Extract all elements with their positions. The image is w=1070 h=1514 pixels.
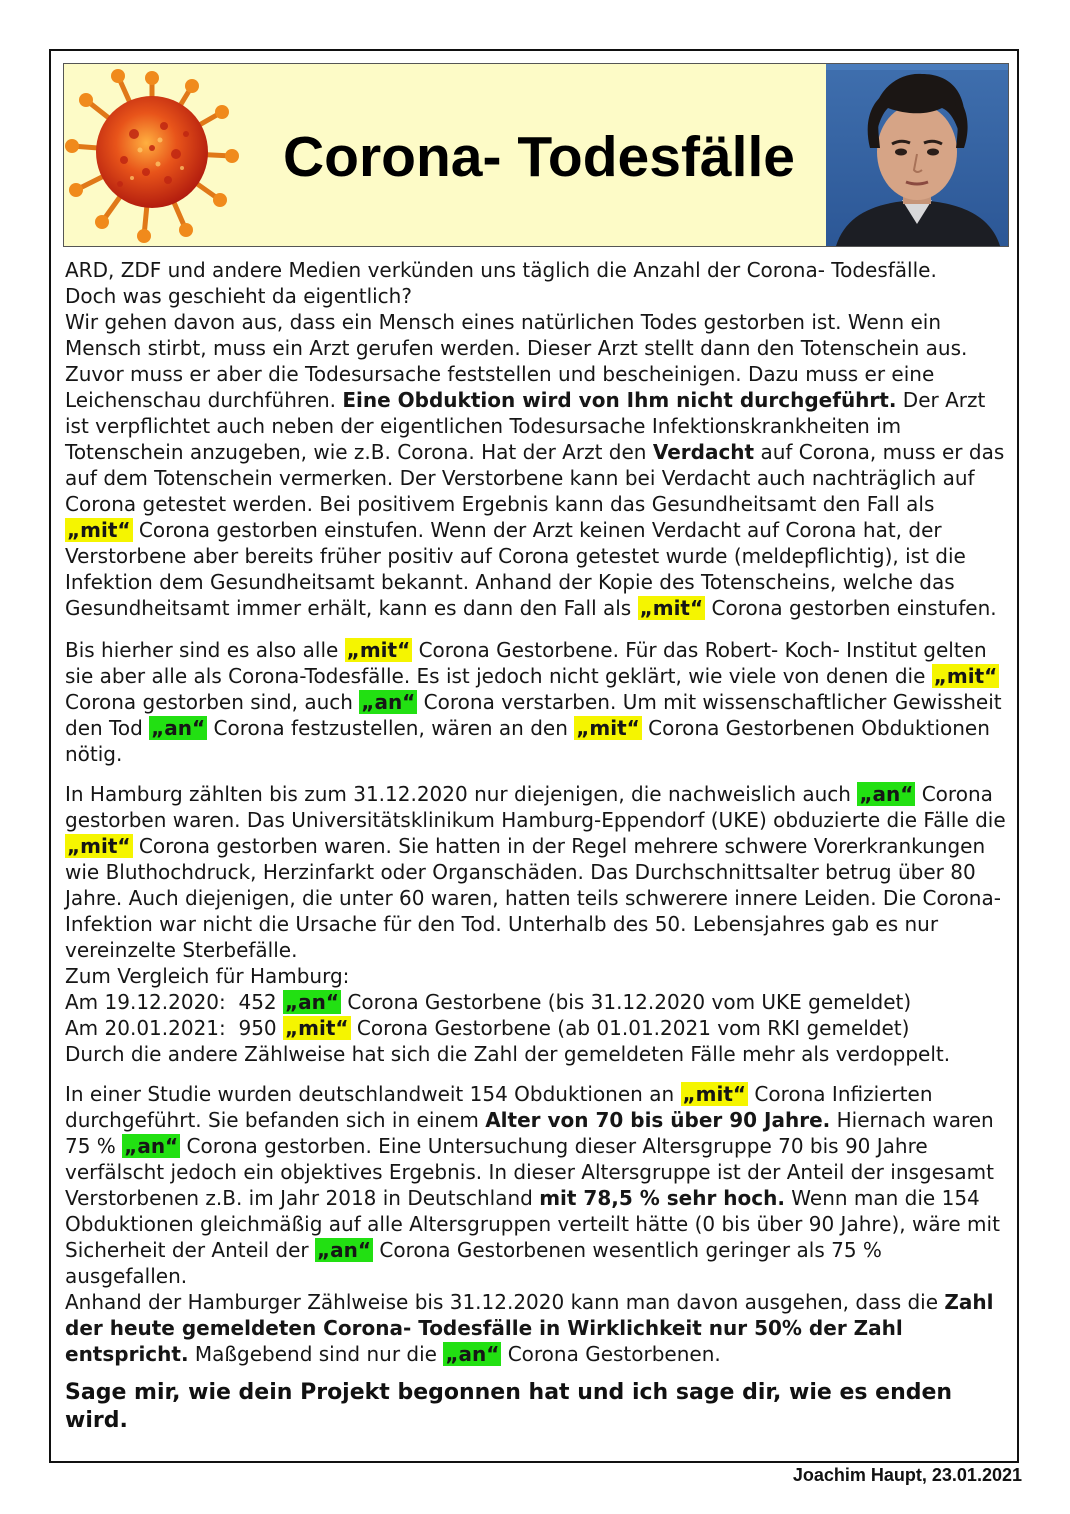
body-text: Doch was geschieht da eigentlich?: [65, 284, 412, 308]
paragraph-study: [65, 1081, 1007, 1289]
body-text: Corona Gestorbenen Obduktionen nötig.: [65, 716, 990, 766]
closing-quote: Sage mir, wie dein Projekt begonnen hat und ich sage dir, wie es enden wird.: [65, 1380, 953, 1433]
highlight-mit: „mit“: [346, 638, 411, 662]
body-text: Wenn man die 154 Obduktionen gleichmäßig auf alle Altersgruppen verteilt hätte (0 bis über 90 Jahre), wäre mit Sicherheit der Anteil der: [65, 1186, 1000, 1262]
body-text: Corona gestorben einstufen. Wenn der Arzt keinen Verdacht auf Corona hat, der Verstorbene aber bereits früher positiv auf Corona getestet wurde (meldepflichtig), ist die Infektion dem Gesundheitsamt bekannt. Anhand der Kopie des Totenscheins, welche das Gesundheitsamt immer erhält, kann es dann den Fall als: [65, 518, 966, 620]
body-text: Corona gestorben waren. Das Universitätsklinikum Hamburg-Eppendorf (UKE) obduzierte die Fälle die: [65, 782, 1006, 832]
body-text: Corona gestorben sind, auch: [65, 690, 360, 714]
highlight-an: „an“: [316, 1238, 372, 1262]
bold-text: mit 78,5 % sehr hoch.: [539, 1186, 785, 1210]
body-text: Bis hierher sind es also alle: [65, 638, 345, 662]
header-banner: [63, 63, 1009, 247]
paragraph-hamburg: [65, 781, 1007, 963]
page-title: Corona- Todesfälle: [283, 125, 795, 189]
bold-text: Eine Obduktion wird von Ihm nicht durchgeführt.: [342, 388, 897, 412]
compare-summary: Durch die andere Zählweise hat sich die Zahl der gemeldeten Fälle mehr als verdoppelt.: [65, 1042, 951, 1066]
highlight-mit: „mit“: [682, 1082, 747, 1106]
body-text: ARD, ZDF und andere Medien verkünden uns täglich die Anzahl der Corona- Todesfälle.: [65, 258, 937, 282]
highlight-mit: „mit“: [639, 596, 704, 620]
body-text: Der Arzt ist verpflichtet auch neben der eigentlichen Todesursache Infektionskrankheiten im Totenschein anzugeben, wie z.B. Corona. Hat der Arzt den: [65, 388, 986, 464]
person-portrait-icon: [826, 64, 1008, 246]
body-text: Corona Infizierten durchgeführt. Sie befanden sich in einem: [65, 1082, 933, 1132]
body-text: Corona verstarben. Um mit wissenschaftlicher Gewissheit den Tod: [65, 690, 1002, 740]
paragraph-mit-an: [65, 637, 1007, 767]
highlight-an: „an“: [124, 1134, 179, 1158]
highlight-mit: „mit“: [67, 518, 131, 542]
body-text: Hiernach waren 75 %: [65, 1108, 994, 1158]
highlight-an: „an“: [151, 716, 206, 740]
body-text: In Hamburg zählten bis zum 31.12.2020 nur diejenigen, die nachweislich auch: [65, 782, 858, 806]
highlight-an: „an“: [859, 782, 914, 806]
paragraph-intro: [65, 257, 1007, 621]
body-text: Corona festzustellen, wären an den: [207, 716, 575, 740]
highlight-mit: „mit“: [576, 716, 640, 740]
highlight-mit: „mit“: [67, 834, 131, 858]
body-text: Wir gehen davon aus, dass ein Mensch eines natürlichen Todes gestorben ist. Wenn ein Mensch stirbt, muss ein Arzt gerufen werden. Dieser Arzt stellt dann den Totenschein aus. Zuvor muss er aber die Todesursache feststellen und bescheinigen. Dazu muss er eine Leichenschau durchführen.: [65, 310, 968, 412]
author-signature: Joachim Haupt, 23.01.2021: [792, 1465, 1022, 1485]
bold-text: Alter von 70 bis über 90 Jahre.: [485, 1108, 831, 1132]
bold-text: Zahl der heute gemeldeten Corona- Todesfälle in Wirklichkeit nur 50% der Zahl entspricht.: [65, 1290, 994, 1366]
body-text: In einer Studie wurden deutschlandweit 154 Obduktionen an: [65, 1082, 681, 1106]
compare-row-1: Am 19.12.2020: 452 „an“ Corona Gestorbene (bis 31.12.2020 vom UKE gemeldet): [65, 990, 912, 1014]
body-text: Corona gestorben. Eine Untersuchung dieser Altersgruppe 70 bis 90 Jahre verfälscht jedoch ein objektives Ergebnis. In dieser Altersgruppe ist der Anteil der insgesamt Verstorbenen z.B. im Jahr 2018 in Deutschland: [65, 1134, 994, 1210]
highlight-an: „an“: [445, 1342, 500, 1366]
body-text: Anhand der Hamburger Zählweise bis 31.12.2020 kann man davon ausgehen, dass die: [65, 1290, 945, 1314]
compare-heading: Zum Vergleich für Hamburg:: [65, 964, 350, 988]
body-text: auf Corona, muss er das auf dem Totenschein vermerken. Der Verstorbene kann bei Verdacht auch nachträglich auf Corona getestet werden. Bei positivem Ergebnis kann das Gesundheitsamt den Fall als: [65, 440, 1005, 516]
body-text: Corona gestorben waren. Sie hatten in der Regel mehrere schwere Vorerkrankungen wie Bluthochdruck, Herzinfarkt oder Organschäden. Das Durchschnittsalter betrug über 80 Jahre. Auch diejenigen, die unter 60 waren, hatten teils schwerere innere Leiden. Die Corona- Infektion war nicht die Ursache für den Tod. Unterhalb des 50. Lebensjahres gab es nur vereinzelte Sterbefälle.: [65, 834, 1001, 962]
article-body: [65, 257, 1007, 1435]
compare-row-2: Am 20.01.2021: 950 „mit“ Corona Gestorbene (ab 01.01.2021 vom RKI gemeldet): [65, 1016, 910, 1040]
highlight-an: „an“: [285, 990, 340, 1014]
document-frame: [49, 49, 1019, 1463]
paragraph-conclusion: [65, 1289, 1007, 1367]
highlight-mit: „mit“: [933, 664, 998, 688]
bold-text: Verdacht: [652, 440, 755, 464]
coronavirus-icon: [64, 64, 250, 246]
highlight-mit: „mit“: [285, 1016, 349, 1040]
body-text: Corona Gestorbene. Für das Robert- Koch- Institut gelten sie aber alle als Corona-Todesfälle. Es ist jedoch nicht geklärt, wie viele von denen die: [65, 638, 987, 688]
body-text: Maßgebend sind nur die: [188, 1342, 444, 1366]
highlight-an: „an“: [361, 690, 416, 714]
body-text: Corona gestorben einstufen.: [705, 596, 997, 620]
body-text: Corona Gestorbenen.: [501, 1342, 721, 1366]
body-text: Corona Gestorbenen wesentlich geringer als 75 % ausgefallen.: [65, 1238, 882, 1288]
